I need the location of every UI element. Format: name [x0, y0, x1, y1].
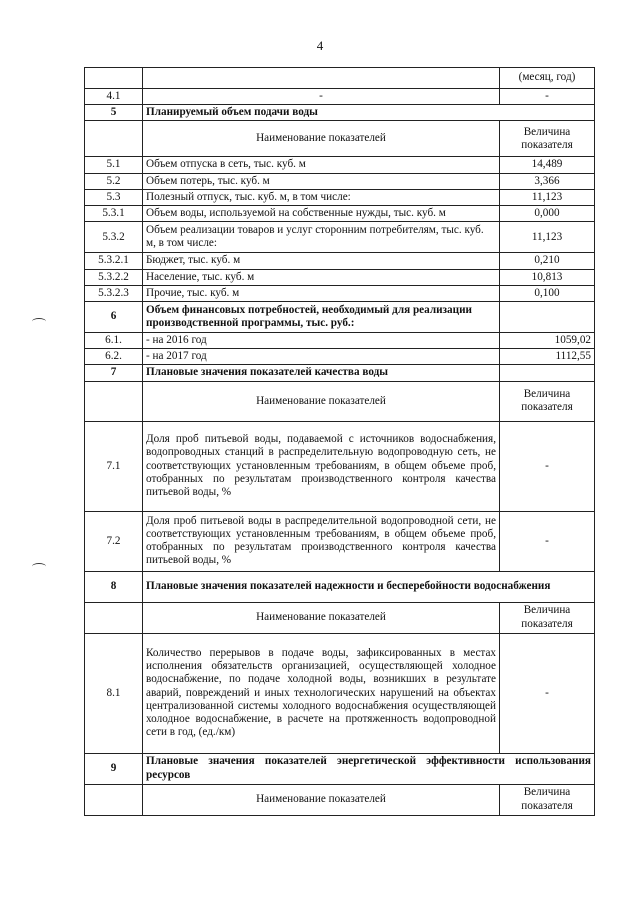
section-title: Объем финансовых потребностей, необходимый для реализации производственной программы, тыс. руб.: — [143, 301, 500, 332]
header-row — [85, 381, 595, 421]
section-row: 5 Планируемый объем подачи воды — [85, 105, 595, 121]
section-row: 8 Плановые значения показателей надежности и бесперебойности водоснабжения — [85, 571, 595, 602]
table-row: 6.2. - на 2017 год 1112,55 — [85, 349, 595, 365]
table-row: 5.1 Объем отпуска в сеть, тыс. куб. м 14,489 — [85, 157, 595, 173]
table-row: 7.2 Доля проб питьевой воды в распределительной водопроводной сети, не соответствующих установленным требованиям, в общем объеме проб, отобранных по результатам производственного контроля качества питьевой воды, % - — [85, 511, 595, 571]
column-header-name: Наименование показателей — [143, 602, 500, 633]
table-row: 5.3.2.3 Прочие, тыс. куб. м 0,100 — [85, 285, 595, 301]
column-header-name: Наименование показателей — [143, 121, 500, 157]
binding-hole-mark — [32, 563, 46, 570]
table-row: 5.3.2.2 Население, тыс. куб. м 10,813 — [85, 269, 595, 285]
unit-cell: (месяц, год) — [500, 68, 595, 89]
table-row: 7.1 Доля проб питьевой воды, подаваемой с источников водоснабжения, водопроводных станций в распределительную водопроводную сеть, не соответствующих установленным требованиям, в общем объеме проб, отобранных по результатам производственного контроля качества питьевой воды, % - — [85, 421, 595, 511]
section-row: 7 Плановые значения показателей качества воды — [85, 365, 595, 381]
table-row: 5.3.1 Объем воды, используемой на собственные нужды, тыс. куб. м 0,000 — [85, 206, 595, 222]
binding-hole-mark — [32, 318, 46, 325]
column-header-value: Величина показателя — [500, 381, 595, 421]
header-row — [85, 121, 595, 157]
header-row — [85, 602, 595, 633]
table-row: 4.1 - - — [85, 89, 595, 105]
column-header-value: Величина показателя — [500, 602, 595, 633]
indicators-table — [84, 67, 595, 816]
table-row — [85, 68, 595, 89]
table-row: 5.3.2 Объем реализации товаров и услуг сторонним потребителям, тыс. куб. м, в том числе: 11,123 — [85, 222, 595, 253]
section-row: 9 Плановые значения показателей энергетической эффективности использования ресурсов — [85, 753, 595, 784]
column-header-name: Наименование показателей — [143, 784, 500, 815]
table-row: 5.3.2.1 Бюджет, тыс. куб. м 0,210 — [85, 253, 595, 269]
section-title: Плановые значения показателей энергетической эффективности использования ресурсов — [143, 753, 595, 784]
table-row: 8.1 Количество перерывов в подаче воды, зафиксированных в местах исполнения обязательств организацией, осуществляющей холодное водоснабжение, по подаче холодной воды, возникших в результате аварий, повреждений и иных технологических нарушений на объектах централизованной системы холодного водоснабжения осуществляющей холодное водоснабжение, в расчете на протяженность водопроводной сети в год, (ед./км) - — [85, 633, 595, 753]
section-title: Плановые значения показателей надежности и бесперебойности водоснабжения — [143, 571, 595, 602]
section-row: 6 Объем финансовых потребностей, необходимый для реализации производственной программы, тыс. руб.: — [85, 301, 595, 332]
section-title: Плановые значения показателей качества воды — [143, 365, 500, 381]
table-row: 5.3 Полезный отпуск, тыс. куб. м, в том числе: 11,123 — [85, 189, 595, 205]
table-row: 5.2 Объем потерь, тыс. куб. м 3,366 — [85, 173, 595, 189]
section-title: Планируемый объем подачи воды — [143, 105, 595, 121]
page-number: 4 — [316, 38, 324, 53]
header-row — [85, 784, 595, 815]
column-header-value: Величина показателя — [500, 784, 595, 815]
column-header-name: Наименование показателей — [143, 381, 500, 421]
table-row: 6.1. - на 2016 год 1059,02 — [85, 332, 595, 348]
column-header-value: Величина показателя — [500, 121, 595, 157]
